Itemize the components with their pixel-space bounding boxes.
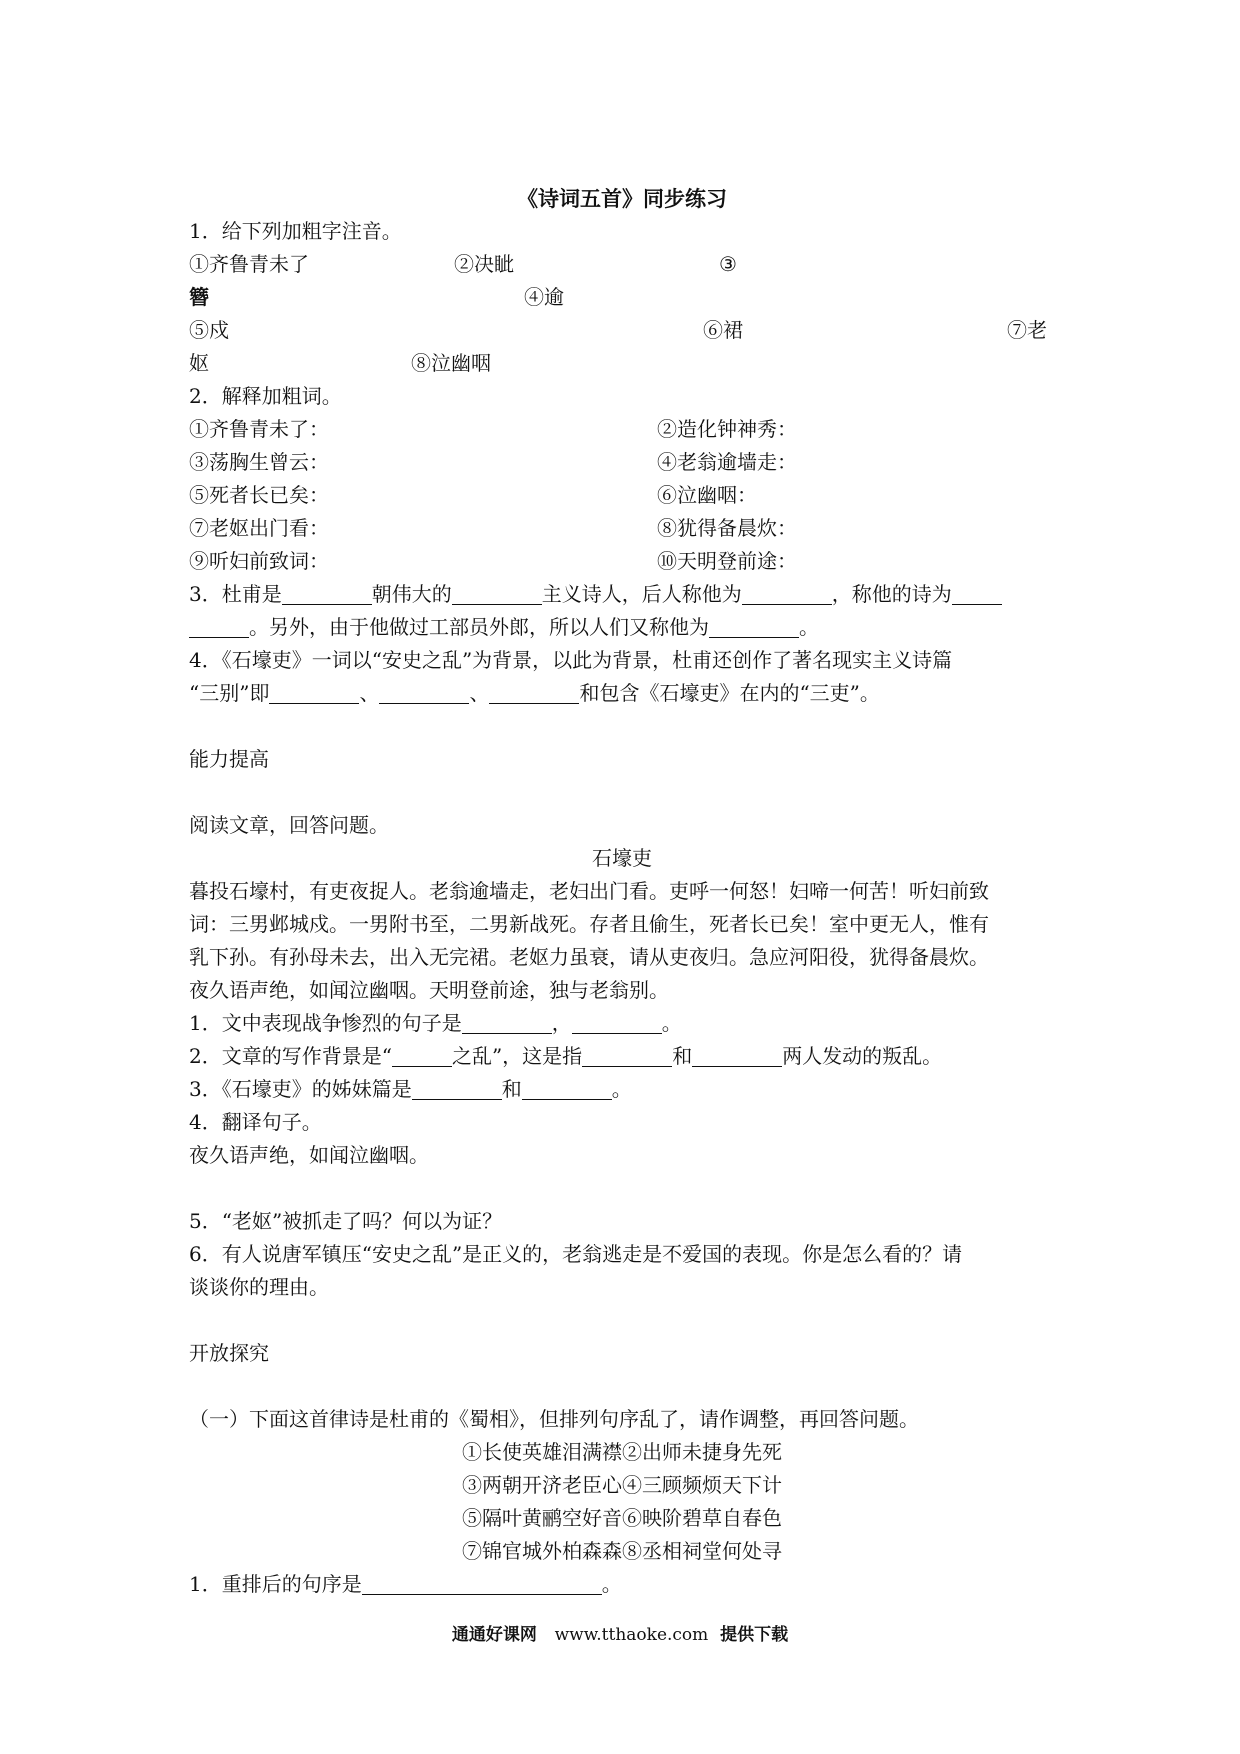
reading-question-6: 6．有人说唐军镇压“安史之乱”是正义的，老翁逃走是不爱国的表现。你是怎么看的？请 (189, 1242, 963, 1266)
rq-text: 。 (611, 1077, 632, 1101)
answer-blank[interactable] (269, 681, 359, 704)
q3-text: 3．杜甫是 (189, 582, 282, 606)
open-question: （一）下面这首律诗是杜甫的《蜀相》，但排列句序乱了，请作调整，再回答问题。 (189, 1407, 919, 1431)
open-question-1 (189, 1568, 1055, 1601)
poem-line: 词：三男邺城戍。一男附书至，二男新战死。存者且偷生，死者长已矣！室中更无人，惟有 (189, 912, 989, 936)
q2-row (189, 479, 1055, 512)
q2-item: ⑧犹得备晨炊： (657, 516, 797, 540)
reading-question-4: 4．翻译句子。 (189, 1110, 322, 1134)
answer-blank[interactable] (379, 681, 469, 704)
q2-prompt: 2．解释加粗词。 (189, 384, 342, 408)
rq-text: 和 (672, 1044, 693, 1068)
q1-item: ⑦老 (1007, 318, 1047, 342)
shuxiang-line: ①长使英雄泪满襟②出师未捷身先死 (462, 1440, 782, 1464)
q3-line-2 (189, 611, 1055, 644)
shuxiang-line: ⑤隔叶黄鹂空好音⑥映阶碧草自春色 (462, 1506, 782, 1530)
answer-blank[interactable] (709, 615, 799, 638)
answer-blank[interactable] (582, 1044, 672, 1067)
q1-row-1 (189, 248, 1055, 281)
reading-question-5: 5．“老妪”被抓走了吗？何以为证？ (189, 1209, 503, 1233)
q1-row-2 (189, 281, 1055, 314)
answer-blank[interactable] (282, 582, 372, 605)
section-heading: 能力提高 (189, 747, 269, 771)
answer-blank[interactable] (412, 1077, 502, 1100)
reading-question-6-cont: 谈谈你的理由。 (189, 1275, 329, 1299)
reading-question-2 (189, 1040, 1055, 1073)
q4-line-2 (189, 677, 1055, 710)
q1-item: 妪 (189, 351, 209, 375)
rq-text: 3．《石壕吏》的姊妹篇是 (189, 1077, 412, 1101)
poem-line: 暮投石壕村，有吏夜捉人。老翁逾墙走，老妇出门看。吏呼一何怒！妇啼一何苦！听妇前致 (189, 879, 989, 903)
q2-item: ②造化钟神秀： (657, 417, 797, 441)
q4-text: 和包含《石壕吏》在内的“三吏”。 (579, 681, 880, 705)
q4-text: 、 (469, 681, 490, 705)
answer-blank[interactable] (572, 1011, 662, 1034)
footer-url[interactable]: www.tthaoke.com (554, 1625, 709, 1645)
q2-item: ⑥泣幽咽： (657, 483, 757, 507)
q4-line-1: 4．《石壕吏》一词以“安史之乱”为背景，以此为背景，杜甫还创作了著名现实主义诗篇 (189, 648, 953, 672)
rq-text: 和 (501, 1077, 522, 1101)
q1-row-4 (189, 347, 1055, 380)
q1-prompt: 1．给下列加粗字注音。 (189, 219, 402, 243)
q1-item: ④逾 (524, 285, 564, 309)
q2-item: ③荡胸生曾云： (189, 450, 329, 474)
shuxiang-line: ③两朝开济老臣心④三顾频烦天下计 (462, 1473, 782, 1497)
q1-item: ②决眦 (454, 252, 514, 276)
q2-row (189, 545, 1055, 578)
answer-blank[interactable] (392, 1044, 452, 1067)
q4-text: 、 (359, 681, 380, 705)
shuxiang-line: ⑦锦官城外柏森森⑧丞相祠堂何处寻 (462, 1539, 782, 1563)
rq-text: ， (551, 1011, 572, 1035)
reading-question-4-sentence: 夜久语声绝，如闻泣幽咽。 (189, 1143, 429, 1167)
q4-text: “三别”即 (189, 681, 270, 705)
page-footer (0, 1620, 1240, 1645)
q2-row (189, 512, 1055, 545)
answer-blank[interactable] (189, 615, 249, 638)
rq-text: 2．文章的写作背景是“ (189, 1044, 392, 1068)
reading-question-1 (189, 1007, 1055, 1040)
answer-blank[interactable] (462, 1011, 552, 1034)
answer-blank[interactable] (522, 1077, 612, 1100)
reading-intro: 阅读文章，回答问题。 (189, 813, 389, 837)
q3-text: 朝伟大的 (371, 582, 452, 606)
q3-text: 。另外，由于他做过工部员外郎，所以人们又称他为 (249, 615, 709, 639)
q1-item: ⑥裙 (703, 318, 743, 342)
q2-item: ①齐鲁青未了： (189, 417, 329, 441)
oq-text: 。 (601, 1572, 622, 1596)
rq-text: 1．文中表现战争惨烈的句子是 (189, 1011, 462, 1035)
poem-line: 乳下孙。有孙母未去，出入无完裙。老妪力虽衰，请从吏夜归。急应河阳役，犹得备晨炊。 (189, 945, 989, 969)
poem-line: 夜久语声绝，如闻泣幽咽。天明登前途，独与老翁别。 (189, 978, 669, 1002)
q2-item: ⑤死者长已矣： (189, 483, 329, 507)
q1-row-3 (189, 314, 1055, 347)
poem-title: 石壕吏 (592, 846, 652, 870)
answer-blank[interactable] (489, 681, 579, 704)
section-heading: 开放探究 (189, 1341, 269, 1365)
q3-text: ，称他的诗为 (831, 582, 952, 606)
q1-item: ⑧泣幽咽 (411, 351, 491, 375)
q2-item: ⑩天明登前途： (657, 549, 797, 573)
rq-text: 两人发动的叛乱。 (782, 1044, 943, 1068)
q3-text: 。 (799, 615, 819, 639)
answer-blank[interactable] (742, 582, 832, 605)
answer-blank[interactable] (952, 582, 1002, 605)
q2-item: ⑦老妪出门看： (189, 516, 329, 540)
answer-blank[interactable] (692, 1044, 782, 1067)
q1-item: ①齐鲁青未了 (189, 252, 309, 276)
oq-text: 1．重排后的句序是 (189, 1572, 362, 1596)
q1-item: ⑤戍 (189, 318, 229, 342)
worksheet-content (189, 182, 1055, 1601)
q2-row (189, 413, 1055, 446)
q2-item: ⑨听妇前致词： (189, 549, 329, 573)
q2-item: ④老翁逾墙走： (657, 450, 797, 474)
rq-text: 。 (661, 1011, 682, 1035)
footer-download: 提供下载 (720, 1625, 789, 1645)
q1-item: 簪 (189, 285, 209, 309)
reading-question-3 (189, 1073, 1055, 1106)
answer-blank[interactable] (452, 582, 542, 605)
footer-site-name: 通通好课网 (451, 1625, 537, 1645)
answer-blank[interactable] (362, 1572, 602, 1595)
q3-text: 主义诗人，后人称他为 (541, 582, 742, 606)
q2-row (189, 446, 1055, 479)
q3-line-1 (189, 578, 1055, 611)
rq-text: 之乱”，这是指 (451, 1044, 583, 1068)
page-title: 《诗词五首》同步练习 (517, 186, 727, 211)
q1-item: ③ (719, 252, 737, 276)
